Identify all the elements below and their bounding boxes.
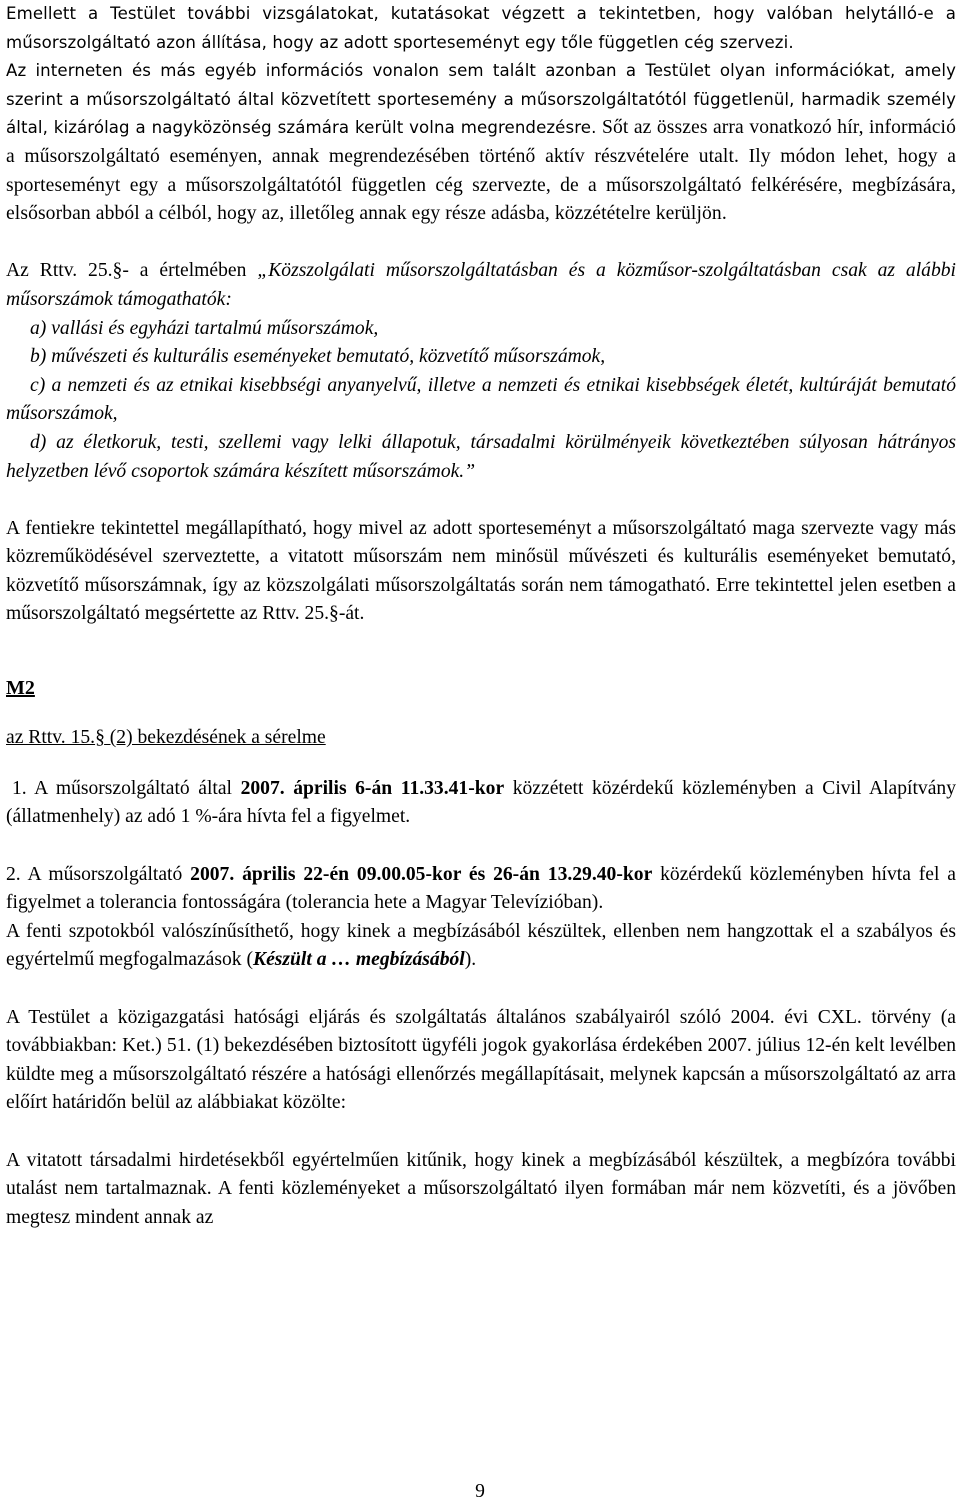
- law-point-c: c) a nemzeti és az etnikai kisebbségi anyanyelvű, illetve a nemzeti és etnikai kisebbségek életét, kultúráját bemutató műsorszámok,: [6, 374, 956, 425]
- section-title: M2: [6, 676, 35, 699]
- section-subtitle-b: (2) bekezdésének a sérelme: [104, 727, 326, 749]
- list-item-2-date: 2007. április 22-én 09.00.05-kor és 26-án 13.29.40-kor: [190, 863, 653, 885]
- paragraph-response: A vitatott társadalmi hirdetésekből egyértelműen kitűnik, hogy kinek a megbízásából készültek, a megbízóra további utalást nem tartalmaznak. A fenti közleményeket a műsorszolgáltató ilyen formában már nem közvetíti, és a jövőben megtesz mindent annak az: [6, 1149, 956, 1228]
- section-sign: §: [112, 260, 123, 282]
- paragraph-spots-end: ).: [464, 949, 477, 971]
- list-item-2-rest: közérdekű közleményben hívta fel a figyelmet a tolerancia fontosságára (tolerancia hete a Magyar Televízióban).: [6, 863, 956, 914]
- spacer: [6, 832, 956, 861]
- list-item-2: [6, 861, 956, 918]
- spacer: [6, 486, 956, 515]
- law-citation-intro-rest: - a értelmében: [122, 260, 258, 282]
- paragraph-conclusion-text: A fentiekre tekintettel megállapítható, hogy mivel az adott sporteseményt a műsorszolgáltató maga szervezte vagy más közreműködésével szerveztette, a vitatott műsorszám nem minősül művészeti és kulturális eseményeket bemutató, közvetítő műsorszámnak, így az közszolgálati műsorszolgáltatás során nem támogatható. Erre tekintettel jelen esetben a műsorszolgáltató megsértette az Rttv. 25.: [6, 517, 956, 625]
- section-sign: §: [329, 603, 339, 625]
- law-point-a: a) vallási és egyházi tartalmú műsorszámok,: [30, 317, 379, 339]
- spacer: [6, 1118, 956, 1147]
- paragraph-internet-search: [6, 57, 956, 229]
- spacer: [6, 229, 956, 258]
- paragraph-internet-search-part1: Az interneten és más egyéb információs vonalon sem talált azonban a Testület olyan információkat, amely szerint a műsorszolgáltató által közvetített sportesemény a műsorszolgáltatótól függetlenül, harmadik személy által, kizárólag a nagyközönség számára került volna megrendezésre.: [6, 61, 956, 138]
- section-subtitle: [6, 724, 956, 753]
- list-item-1: [6, 775, 956, 832]
- paragraph-spots-lead: A fenti szpotokból valószínűsíthető, hogy kinek a megbízásából készültek, ellenben nem hangzottak el a szabályos és egyértelmű megfogalmazások (: [6, 920, 956, 971]
- paragraph-procedure: A Testület a közigazgatási hatósági eljárás és szolgáltatás általános szabályairól szóló 2004. évi CXL. törvény (a továbbiakban: Ket.) 51. (1) bekezdésében biztosított ügyféli jogok gyakorlása érdekében 2007. július 12-én kelt levélben küldte meg a műsorszolgáltató részére a hatósági ellenőrzés megállapításait, melynek kapcsán a műsorszolgáltató az arra előírt határidőn belül az alábbiakat közölte:: [6, 1006, 956, 1114]
- section-sign: §: [95, 727, 105, 749]
- paragraph-internet-search-part2: Sőt az összes arra vonatkozó hír, információ a műsorszolgáltató eseményen, annak megrendezésében történő aktív részvételére utalt.: [6, 117, 956, 167]
- document-page: [6, 0, 956, 1232]
- page-number: 9: [475, 1481, 485, 1502]
- paragraph-internet-search-part3: Ily módon lehet, hogy a sporteseményt egy a műsorszolgáltatótól független cég szervezte, de a műsorszolgáltató felkérésére, megbízására, elsősorban abból a célból, hogy az, illetőleg annak egy része adásba, közzétételre kerüljön.: [6, 145, 956, 225]
- law-point-b: b) művészeti és kulturális eseményeket bemutató, közvetítő műsorszámok,: [30, 346, 606, 368]
- law-quote-intro: „Közszolgálati műsorszolgáltatásban és a közműsor-szolgáltatásban csak az alábbi műsorszámok támogathatók:: [6, 260, 957, 310]
- list-item-2-lead: 2. A műsorszolgáltató: [6, 863, 191, 885]
- paragraph-investigation: Emellett a Testület további vizsgálatokat, kutatásokat végzett a tekintetben, hogy valóban helytálló-e a műsorszolgáltató azon állítása, hogy az adott sporteseményt egy tőle független cég szervezi.: [6, 4, 956, 52]
- paragraph-spots-phrase: Készült a … megbízásából: [253, 949, 465, 971]
- list-item-1-rest: közzétett közérdekű közleményben a Civil Alapítvány (állatmenhely) az adó 1 %-ára hívta fel a figyelmet.: [6, 777, 956, 828]
- paragraph-spots: [6, 918, 956, 975]
- paragraph-conclusion-end: -át.: [338, 603, 365, 625]
- law-point-d: d) az életkoruk, testi, szellemi vagy lelki állapotuk, társadalmi körülményeik következtében súlyosan hátrányos helyzetben lévő csoportok számára készített műsorszámok.”: [6, 431, 956, 482]
- spacer: [6, 975, 956, 1004]
- list-item-1-lead: 1. A műsorszolgáltató által: [12, 777, 241, 799]
- paragraph-conclusion: [6, 515, 956, 629]
- law-citation-intro: Az Rttv. 25.: [6, 260, 113, 282]
- law-citation: [6, 257, 956, 486]
- section-subtitle-a: az Rttv. 15.: [6, 727, 96, 749]
- list-item-1-date: 2007. április 6-án 11.33.41-kor: [240, 777, 505, 799]
- spacer: [6, 629, 956, 658]
